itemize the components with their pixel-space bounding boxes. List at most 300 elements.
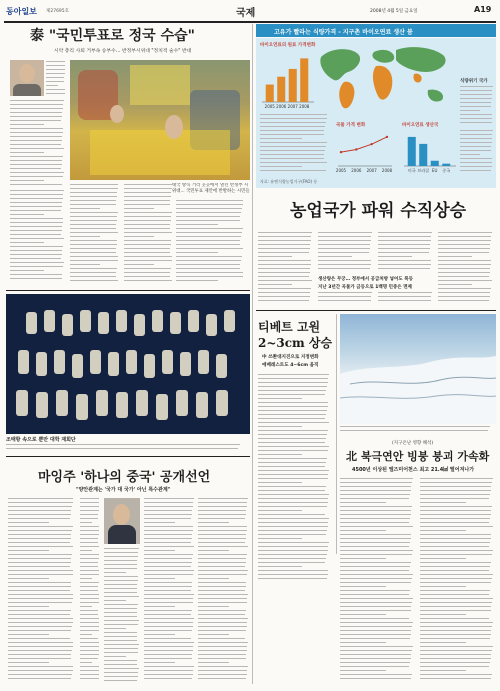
masthead-rule — [4, 21, 496, 23]
text-line — [460, 122, 492, 123]
text-line — [104, 680, 137, 681]
chart-bar — [289, 69, 297, 102]
text-line — [124, 280, 172, 281]
text-line — [340, 578, 412, 579]
text-line — [176, 200, 243, 201]
text-line — [260, 158, 324, 159]
text-line — [258, 518, 329, 519]
taiwan-subhead: "양안관계는 '국가 대 국가' 아닌 특수관계" — [76, 487, 171, 493]
text-line — [460, 134, 492, 135]
text-line — [198, 654, 246, 655]
world-map — [316, 42, 456, 118]
text-line — [70, 264, 100, 265]
text-line — [198, 622, 247, 623]
text-line — [438, 232, 492, 233]
text-line — [420, 586, 466, 587]
text-line — [70, 196, 117, 197]
tibet-subhead-1: 中 쓰촨대지진으로 지정변화 — [262, 355, 319, 360]
text-line — [104, 612, 137, 613]
text-line — [80, 630, 99, 631]
text-line — [340, 586, 386, 587]
section-name: 국제 — [236, 8, 256, 19]
text-line — [420, 630, 491, 631]
text-line — [460, 146, 491, 147]
text-line — [80, 526, 99, 527]
text-line — [176, 260, 241, 261]
text-line — [258, 554, 327, 555]
arctic-headline: 北 북극연안 빙붕 붕괴 가속화 — [346, 450, 490, 463]
text-line — [318, 232, 372, 233]
text-line — [10, 206, 62, 207]
text-line — [104, 572, 126, 573]
text-line — [10, 100, 64, 101]
text-line — [198, 650, 247, 651]
text-line — [258, 526, 328, 527]
banner-title: 고유가 빨라는 식량가격 - 지구촌 바이오연료 생산 붐 — [274, 29, 413, 36]
text-line — [104, 664, 137, 665]
text-line — [80, 522, 92, 523]
infographic-panel — [256, 38, 496, 188]
agri-body-col3 — [378, 232, 434, 274]
text-line — [198, 518, 245, 519]
text-line — [198, 530, 247, 531]
text-line — [80, 498, 99, 499]
text-line — [176, 244, 240, 245]
text-line — [176, 232, 242, 233]
text-line — [70, 228, 116, 229]
text-line — [340, 562, 411, 563]
text-line — [176, 224, 218, 225]
text-line — [176, 276, 243, 277]
chart-tick-label: 2007 — [366, 168, 377, 173]
text-line — [80, 586, 98, 587]
text-line — [258, 490, 325, 491]
text-line — [198, 566, 245, 567]
text-line — [10, 266, 63, 267]
text-line — [70, 200, 116, 201]
text-line — [46, 73, 65, 74]
text-line — [198, 610, 246, 611]
text-line — [340, 570, 409, 571]
text-line — [258, 292, 310, 293]
text-line — [10, 190, 64, 191]
chart-point — [355, 148, 357, 150]
text-line — [340, 566, 410, 567]
text-line — [80, 542, 98, 543]
text-line — [438, 292, 490, 293]
text-line — [420, 610, 491, 611]
text-line — [8, 574, 73, 575]
text-line — [144, 526, 193, 527]
text-line — [10, 128, 63, 129]
text-line — [258, 454, 302, 455]
text-line — [258, 382, 328, 383]
text-line — [258, 474, 328, 475]
text-line — [258, 264, 311, 265]
taiwan-body-col1 — [8, 498, 76, 684]
thai-body-col1 — [46, 61, 66, 99]
text-line — [124, 220, 171, 221]
text-line — [460, 150, 491, 151]
text-line — [8, 602, 72, 603]
text-line — [258, 252, 309, 253]
text-line — [340, 514, 411, 515]
text-line — [10, 258, 61, 259]
text-line — [10, 202, 62, 203]
text-line — [340, 598, 413, 599]
text-line — [46, 85, 58, 86]
text-line — [176, 268, 240, 269]
text-line — [460, 154, 480, 155]
text-line — [144, 614, 191, 615]
text-line — [144, 538, 192, 539]
text-line — [80, 626, 99, 627]
text-line — [258, 482, 302, 483]
text-line — [10, 172, 64, 173]
text-line — [340, 494, 410, 495]
thai-subhead: 시약 총리 사퇴 거부속 승부수… 반정부시위대 "정치적 술수" 반대 — [54, 49, 192, 54]
text-line — [6, 444, 240, 445]
text-line — [258, 288, 311, 289]
text-line — [198, 670, 247, 671]
text-line — [144, 606, 175, 607]
text-line — [144, 506, 193, 507]
text-line — [124, 228, 170, 229]
text-line — [80, 618, 99, 619]
text-line — [104, 620, 139, 621]
text-line — [198, 506, 247, 507]
text-line — [420, 662, 490, 663]
text-line — [104, 676, 138, 677]
text-line — [438, 248, 490, 249]
text-line — [104, 656, 126, 657]
chart1-title: 바이오연료의 원료 가격변화 — [260, 43, 316, 48]
text-line — [10, 120, 61, 121]
text-line — [70, 236, 100, 237]
text-line — [70, 272, 116, 273]
text-line — [258, 458, 327, 459]
text-line — [144, 654, 192, 655]
text-line — [420, 654, 491, 655]
map-legend-text — [460, 86, 494, 126]
text-line — [378, 260, 431, 261]
text-line — [70, 248, 116, 249]
infographic-source: 자료: 유엔식량농업기구(FAO) 등 — [260, 179, 318, 184]
text-line — [258, 438, 326, 439]
text-line — [144, 530, 193, 531]
text-line — [198, 554, 247, 555]
ma-ying-jeou-portrait — [104, 498, 140, 544]
text-line — [144, 578, 175, 579]
text-line — [420, 534, 491, 535]
text-line — [198, 634, 229, 635]
text-line — [258, 494, 329, 495]
text-line — [438, 296, 490, 297]
text-line — [198, 582, 246, 583]
left-mid-rule — [6, 290, 250, 291]
text-line — [198, 514, 246, 515]
text-line — [198, 574, 247, 575]
masthead — [0, 0, 500, 22]
column-divider — [252, 24, 253, 684]
tibet-headline-2: 2~3cm 상승 — [258, 336, 333, 350]
text-line — [378, 300, 431, 301]
text-line — [104, 608, 137, 609]
text-line — [260, 150, 325, 151]
text-line — [8, 614, 70, 615]
text-line — [258, 386, 327, 387]
text-line — [80, 562, 98, 563]
text-line — [70, 276, 116, 277]
text-line — [80, 662, 92, 663]
text-line — [378, 240, 431, 241]
text-line — [70, 280, 118, 281]
text-line — [10, 210, 61, 211]
text-line — [46, 69, 65, 70]
text-line — [258, 550, 328, 551]
text-line — [258, 300, 309, 301]
text-line — [460, 170, 491, 171]
text-line — [420, 618, 489, 619]
text-line — [10, 132, 63, 133]
text-line — [104, 632, 137, 633]
agri-body-col2b — [318, 292, 374, 304]
text-line — [340, 546, 409, 547]
text-line — [420, 626, 492, 627]
text-line — [80, 654, 99, 655]
text-line — [420, 670, 466, 671]
text-line — [340, 478, 413, 479]
glacier-caption — [340, 426, 496, 436]
tibet-body — [258, 374, 332, 584]
text-line — [318, 300, 371, 301]
text-line — [460, 142, 492, 143]
text-line — [258, 466, 325, 467]
text-line — [258, 284, 292, 285]
text-line — [318, 268, 370, 269]
text-line — [10, 198, 63, 199]
text-line — [438, 300, 489, 301]
text-line — [420, 622, 493, 623]
text-line — [124, 204, 170, 205]
text-line — [340, 486, 411, 487]
thai-headline: 泰 "국민투표로 정국 수습" — [30, 28, 195, 44]
text-line — [8, 510, 71, 511]
text-line — [340, 602, 412, 603]
text-line — [438, 272, 490, 273]
thai-protest-photo — [70, 60, 250, 180]
text-line — [104, 616, 137, 617]
chart3-svg — [402, 130, 456, 174]
text-line — [340, 502, 386, 503]
text-line — [104, 640, 137, 641]
text-line — [104, 596, 139, 597]
chart-note-left — [260, 114, 330, 174]
text-line — [198, 642, 248, 643]
text-line — [144, 646, 193, 647]
text-line — [378, 268, 430, 269]
text-line — [340, 670, 386, 671]
text-line — [104, 548, 139, 549]
text-line — [198, 542, 245, 543]
text-line — [70, 208, 100, 209]
text-line — [340, 590, 410, 591]
text-line — [144, 558, 192, 559]
text-line — [80, 510, 99, 511]
arctic-body-col1 — [340, 478, 416, 684]
text-line — [420, 526, 493, 527]
text-line — [258, 502, 328, 503]
arctic-subhead: 4500년 이상된 엘즈미어천스 최고 21.4㎢ 떨어져나가 — [352, 467, 475, 473]
text-line — [8, 598, 73, 599]
text-line — [80, 602, 99, 603]
text-line — [70, 260, 118, 261]
text-line — [8, 530, 72, 531]
text-line — [80, 554, 99, 555]
text-line — [144, 610, 192, 611]
chart-tick-label: 브라질 — [417, 168, 430, 173]
chart-tick-label: 2008 — [299, 104, 310, 109]
text-line — [258, 498, 328, 499]
tibet-divider — [336, 314, 337, 554]
text-line — [258, 486, 326, 487]
text-line — [70, 252, 116, 253]
text-line — [104, 552, 138, 553]
text-line — [8, 546, 73, 547]
text-line — [70, 268, 117, 269]
text-line — [144, 586, 192, 587]
text-line — [460, 90, 492, 91]
text-line — [420, 614, 466, 615]
thai-body-col0 — [10, 190, 66, 284]
text-line — [258, 562, 325, 563]
text-line — [260, 142, 327, 143]
text-line — [144, 674, 193, 675]
text-line — [8, 578, 49, 579]
text-line — [420, 598, 493, 599]
text-line — [80, 594, 99, 595]
text-line — [258, 542, 329, 543]
text-line — [318, 264, 371, 265]
text-line — [8, 634, 49, 635]
tibet-subhead-2: 에베레스트도 4~6cm 움직 — [262, 363, 319, 368]
text-line — [124, 276, 170, 277]
text-line — [176, 236, 241, 237]
text-line — [144, 518, 191, 519]
text-line — [80, 558, 99, 559]
text-line — [258, 578, 327, 579]
text-line — [198, 606, 229, 607]
text-line — [198, 638, 245, 639]
text-line — [144, 570, 194, 571]
text-line — [10, 218, 63, 219]
text-line — [378, 256, 412, 257]
text-line — [378, 296, 431, 297]
text-line — [144, 626, 193, 627]
chart-bar — [300, 58, 308, 102]
text-line — [438, 240, 491, 241]
chart-bar — [442, 164, 450, 166]
text-line — [80, 570, 99, 571]
chart-tick-label: 중국 — [442, 168, 451, 173]
text-line — [8, 542, 70, 543]
text-line — [460, 130, 493, 131]
text-line — [198, 510, 246, 511]
text-line — [340, 538, 411, 539]
chart-point — [370, 143, 372, 145]
text-line — [318, 296, 371, 297]
text-line — [340, 674, 412, 675]
text-line — [104, 668, 139, 669]
text-line — [8, 642, 73, 643]
text-line — [80, 550, 92, 551]
text-line — [460, 114, 492, 115]
text-line — [104, 604, 138, 605]
text-line — [198, 614, 245, 615]
text-line — [378, 236, 431, 237]
text-line — [8, 646, 73, 647]
text-line — [144, 670, 193, 671]
text-line — [198, 502, 247, 503]
text-line — [176, 272, 243, 273]
text-line — [198, 590, 245, 591]
text-line — [258, 402, 328, 403]
text-line — [8, 538, 71, 539]
text-line — [460, 106, 491, 107]
text-line — [80, 534, 99, 535]
text-line — [10, 238, 64, 239]
text-line — [10, 180, 44, 181]
taiwan-headline: 마잉주 '하나의 중국' 공개선언 — [38, 470, 211, 485]
text-line — [144, 546, 194, 547]
text-line — [80, 642, 99, 643]
text-line — [340, 582, 411, 583]
text-line — [8, 570, 73, 571]
text-line — [8, 610, 71, 611]
text-line — [8, 626, 72, 627]
text-line — [420, 514, 491, 515]
thai-pm-portrait — [10, 60, 44, 96]
text-line — [258, 236, 311, 237]
chart-bar — [408, 137, 416, 166]
text-line — [10, 222, 63, 223]
text-line — [258, 558, 326, 559]
text-line — [144, 502, 193, 503]
text-line — [10, 160, 62, 161]
text-line — [70, 216, 117, 217]
text-line — [258, 446, 329, 447]
text-line — [80, 622, 99, 623]
text-line — [460, 86, 493, 87]
text-line — [144, 618, 194, 619]
text-line — [258, 538, 302, 539]
text-line — [258, 530, 327, 531]
text-line — [420, 578, 492, 579]
text-line — [10, 144, 61, 145]
agri-subhead-2: 지난 3년간 곡물가 금등으로 1백명 민중은 면제 — [318, 285, 412, 290]
text-line — [260, 162, 327, 163]
text-line — [80, 606, 92, 607]
text-line — [104, 644, 139, 645]
text-line — [124, 232, 172, 233]
text-line — [46, 81, 64, 82]
text-line — [8, 558, 71, 559]
chart-tick-label: 2005 — [336, 168, 347, 173]
text-line — [176, 212, 241, 213]
text-line — [8, 594, 73, 595]
text-line — [198, 658, 246, 659]
text-line — [80, 610, 98, 611]
